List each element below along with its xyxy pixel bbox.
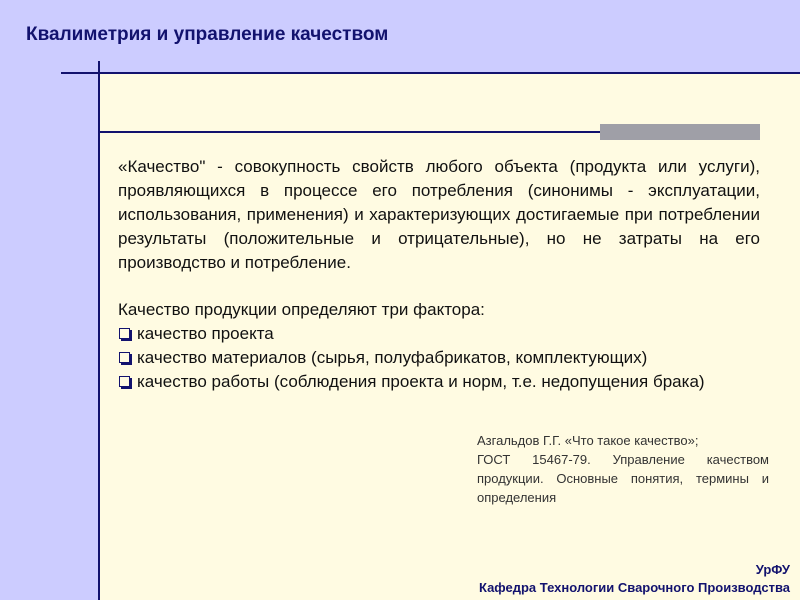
factor-item	[118, 346, 760, 370]
factors-intro: Качество продукции определяют три фактора:	[118, 300, 485, 319]
slide-title: Квалиметрия и управление качеством	[26, 24, 389, 45]
square-bullet-icon	[119, 352, 130, 363]
factors-block	[118, 298, 760, 394]
factor-text: качество работы (соблюдения проекта и норм, т.е. недопущения брака)	[137, 372, 705, 391]
reference-note	[477, 431, 769, 507]
quality-definition: «Качество" - совокупность свойств любого объекта (продукта или услуги), проявляющихся в процессе его потребления (синонимы - эксплуатации, использования, применения) и характеризующих достигаемые при потреблении результаты (положительные и отрицательные), но не затраты на его производство и потребление.	[118, 157, 760, 272]
square-bullet-icon	[119, 376, 130, 387]
factor-item	[118, 322, 760, 346]
factor-text: качество проекта	[137, 324, 274, 343]
factors-list	[118, 322, 760, 394]
reference-line-2: ГОСТ 15467-79. Управление качеством продукции. Основные понятия, термины и определения	[477, 452, 769, 505]
factor-item	[118, 370, 760, 394]
square-bullet-icon	[119, 328, 130, 339]
vertical-divider	[98, 61, 100, 600]
reference-line-1: Азгальдов Г.Г. «Что такое качество»;	[477, 433, 699, 448]
org-name: УрФУ	[755, 562, 790, 577]
decorative-gray-bar	[600, 124, 760, 140]
factor-text: качество материалов (сырья, полуфабрикатов, комплектующих)	[137, 348, 648, 367]
department-name: Кафедра Технологии Сварочного Производства	[478, 580, 790, 595]
